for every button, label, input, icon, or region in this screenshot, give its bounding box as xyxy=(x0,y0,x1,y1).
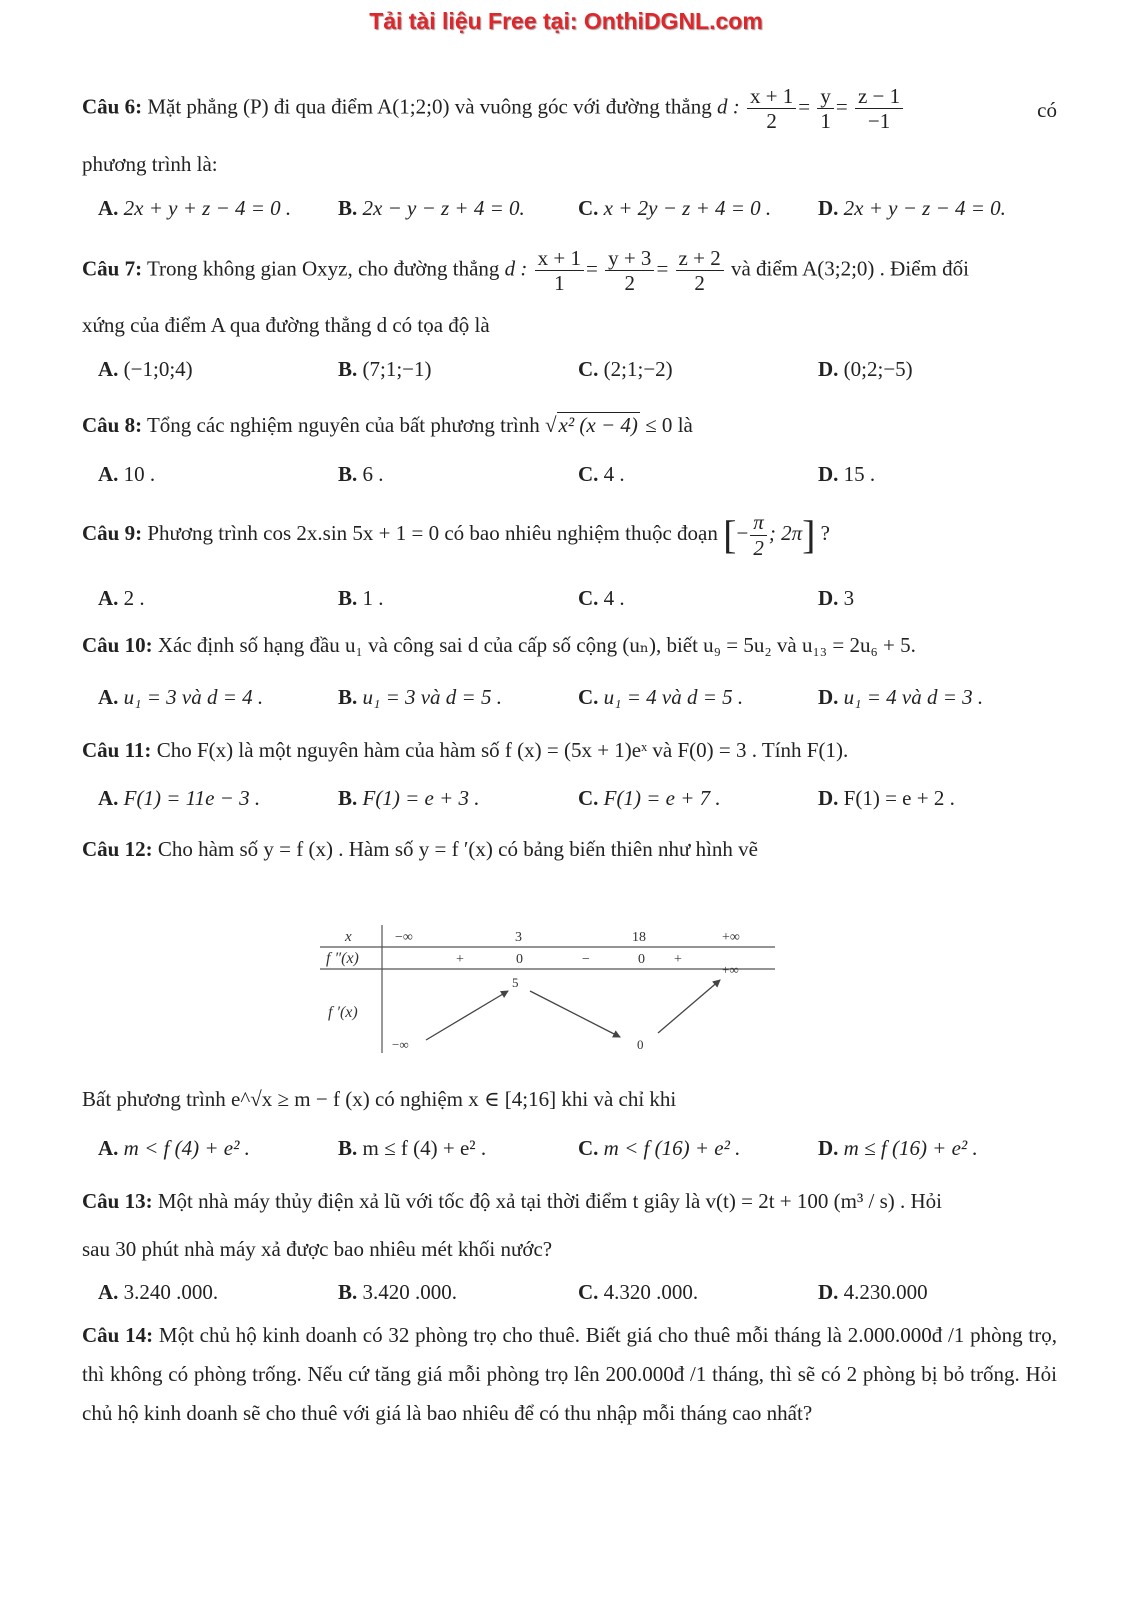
question-8-number: Câu 8: xyxy=(82,413,143,437)
question-6-option-a[interactable]: A. 2x + y + z − 4 = 0 . xyxy=(98,196,292,220)
question-8-options xyxy=(98,462,1058,490)
question-6-options xyxy=(98,196,1058,224)
question-12-option-a[interactable]: A. m < f (4) + e² . xyxy=(98,1136,250,1160)
question-6-frac-3 xyxy=(855,84,903,133)
question-9-pi-num: π xyxy=(750,510,767,535)
question-9-text: Phương trình cos 2x.sin 5x + 1 = 0 có bao nhiêu nghiệm thuộc đoạn xyxy=(147,520,718,545)
question-6-frac-2-num: y xyxy=(817,84,834,109)
question-10-option-c[interactable]: C. u₁ = 4 và d = 5 . xyxy=(578,685,744,709)
question-7-number: Câu 7: xyxy=(82,256,143,281)
question-13-number: Câu 13: xyxy=(82,1189,153,1213)
vt-d2-val-4: + xyxy=(674,952,682,967)
question-13-options xyxy=(98,1280,1058,1308)
question-7-line-d: d : xyxy=(504,256,528,281)
vt-d2-label: f ″(x) xyxy=(326,950,359,967)
question-6-tail: có xyxy=(1037,98,1057,122)
question-9-option-a[interactable]: A. 2 . xyxy=(98,586,145,610)
vt-arrow-down xyxy=(530,991,620,1037)
question-6: Câu 6: Mặt phẳng (P) đi qua điểm A(1;2;0) và vuông góc với đường thẳng d : $\frac{x + 1}{2}$ = $\frac{y}{1}$ = $\frac{z - 1}{-1}$ có xyxy=(82,84,1057,134)
question-6-option-b[interactable]: B. 2x − y − z + 4 = 0. xyxy=(338,196,525,220)
question-8-option-d[interactable]: D. 15 . xyxy=(818,462,876,486)
question-7-frac-2-den: 2 xyxy=(624,271,636,296)
question-8 xyxy=(82,412,1057,438)
question-8-sqrt-inner: x² (x − 4) xyxy=(558,413,638,437)
question-9-option-b[interactable]: B. 1 . xyxy=(338,586,384,610)
question-13-option-b[interactable]: B. 3.420 .000. xyxy=(338,1280,458,1304)
question-6-text: Mặt phẳng (P) đi qua điểm A(1;2;0) và vuông góc với đường thẳng xyxy=(147,94,712,119)
question-6-frac-1-num: x + 1 xyxy=(747,84,796,109)
question-13-line-2: sau 30 phút nhà máy xả được bao nhiêu mét khối nước? xyxy=(82,1237,553,1261)
question-8-option-a[interactable]: A. 10 . xyxy=(98,462,156,486)
question-8-ineq: ≤ 0 xyxy=(645,413,673,437)
question-7-line-2: xứng của điểm A qua đường thẳng d có tọa độ là xyxy=(82,313,490,337)
vt-x-val-0: −∞ xyxy=(395,930,413,945)
vt-arrow-up-1 xyxy=(426,991,508,1040)
question-10-option-b[interactable]: B. u₁ = 3 và d = 5 . xyxy=(338,685,502,709)
question-7-frac-1-num: x + 1 xyxy=(535,246,584,271)
question-9-pi-frac xyxy=(750,510,767,559)
question-13 xyxy=(82,1188,1057,1214)
question-10-options xyxy=(98,685,1058,713)
question-6-number: Câu 6: xyxy=(82,94,143,119)
question-6-frac-3-num: z − 1 xyxy=(855,84,903,109)
question-13-option-c[interactable]: C. 4.320 .000. xyxy=(578,1280,699,1304)
question-7-frac-1-den: 1 xyxy=(554,271,565,296)
question-7-option-c[interactable]: C. (2;1;−2) xyxy=(578,357,673,381)
question-9-rest: ; 2π xyxy=(768,520,803,545)
question-10-text: Xác định số hạng đầu u₁ và công sai d của cấp số cộng (uₙ), biết u₉ = 5u₂ và u₁₃ = 2u₆ + 5. xyxy=(157,633,916,657)
vt-x-label: x xyxy=(345,929,352,945)
question-7-option-a[interactable]: A. (−1;0;4) xyxy=(98,357,193,381)
question-9-option-c[interactable]: C. 4 . xyxy=(578,586,625,610)
question-13-option-a[interactable]: A. 3.240 .000. xyxy=(98,1280,219,1304)
question-11 xyxy=(82,737,1057,763)
question-9-number: Câu 9: xyxy=(82,520,143,545)
site-header-banner[interactable]: Tải tài liệu Free tại: OnthiDGNL.com xyxy=(369,8,763,34)
question-7-option-b[interactable]: B. (7;1;−1) xyxy=(338,357,432,381)
question-6-option-c[interactable]: C. x + 2y − z + 4 = 0 . xyxy=(578,196,772,220)
vt-d1-val-2: 0 xyxy=(637,1037,644,1052)
question-11-number: Câu 11: xyxy=(82,738,152,762)
question-6-frac-1-den: 2 xyxy=(766,109,777,134)
question-14-number: Câu 14: xyxy=(82,1323,154,1347)
question-9-options xyxy=(98,586,1058,614)
vt-d1-val-1: 5 xyxy=(512,975,519,990)
question-12-text: Cho hàm số y = f (x) . Hàm số y = f ′(x) có bảng biến thiên như hình vẽ xyxy=(157,837,758,861)
question-7-frac-3 xyxy=(676,246,724,295)
question-6-line-2: phương trình là: xyxy=(82,152,218,176)
question-12 xyxy=(82,836,1057,862)
question-7-frac-2 xyxy=(605,246,654,295)
question-11-option-b[interactable]: B. F(1) = e + 3 . xyxy=(338,786,480,810)
vt-x-val-2: 18 xyxy=(632,930,646,945)
vt-arrow-up-2 xyxy=(658,980,720,1033)
question-10-option-d[interactable]: D. u₁ = 4 và d = 3 . xyxy=(818,685,984,709)
vt-d2-val-2: − xyxy=(582,952,590,967)
question-8-text: Tổng các nghiệm nguyên của bất phương trình xyxy=(146,413,540,437)
question-13-option-d[interactable]: D. 4.230.000 xyxy=(818,1280,928,1304)
question-9-option-d[interactable]: D. 3 xyxy=(818,586,855,610)
question-12-option-d[interactable]: D. m ≤ f (16) + e² . xyxy=(818,1136,978,1160)
question-8-tail: là xyxy=(677,413,693,437)
vt-d1-val-0: −∞ xyxy=(392,1037,409,1052)
vt-d2-val-1: 0 xyxy=(516,952,523,967)
question-7-options xyxy=(98,357,1058,385)
vt-d1-label: f ′(x) xyxy=(328,1004,358,1021)
question-10-number: Câu 10: xyxy=(82,633,153,657)
question-12-prompt: Bất phương trình e^√x ≥ m − f (x) có nghiệm x ∈ [4;16] khi và chỉ khi xyxy=(82,1087,677,1111)
vt-d1-val-3: +∞ xyxy=(722,962,739,977)
vt-d2-val-0: + xyxy=(456,952,464,967)
question-11-text: Cho F(x) là một nguyên hàm của hàm số f (x) = (5x + 1)eˣ và F(0) = 3 . Tính F(1). xyxy=(156,738,849,762)
question-6-frac-2-den: 1 xyxy=(820,109,831,134)
question-6-frac-3-den: −1 xyxy=(867,109,891,134)
question-9-minus: − xyxy=(736,520,749,545)
question-10 xyxy=(82,632,1057,658)
question-8-option-c[interactable]: C. 4 . xyxy=(578,462,625,486)
question-9-bracket-left: [ xyxy=(723,512,737,557)
question-9-tail: ? xyxy=(820,520,830,545)
question-11-option-d[interactable]: D. F(1) = e + 2 . xyxy=(818,786,955,810)
vt-d2-val-3: 0 xyxy=(638,952,645,967)
question-7-frac-1 xyxy=(535,246,584,295)
sqrt-sign: √ xyxy=(545,413,557,437)
question-12-options xyxy=(98,1136,1058,1164)
variation-table xyxy=(320,925,780,1065)
question-14-text: Một chủ hộ kinh doanh có 32 phòng trọ cho thuê. Biết giá cho thuê mỗi tháng là 2.000.000đ /1 phòng trọ, thì không có phòng trống. Nếu cứ tăng giá mỗi phòng trọ lên 200.000đ /1 tháng, thì sẽ có 2 phòng bị bỏ trống. Hỏi chủ hộ kinh doanh sẽ cho thuê với giá là bao nhiêu để có thu nhập mỗi tháng cao nhất? xyxy=(82,1323,1058,1425)
question-9 xyxy=(82,510,1057,560)
question-7: Câu 7: Trong không gian Oxyz, cho đường thẳng d : $\frac{x + 1}{1}$ = $\frac{y + 3}{2}$ = $\frac{z + 2}{2}$ và điểm A(3;2;0) . Điểm đối xyxy=(82,246,969,296)
question-8-option-b[interactable]: B. 6 . xyxy=(338,462,384,486)
question-11-options xyxy=(98,786,1058,814)
question-7-frac-3-den: 2 xyxy=(694,271,705,296)
question-7-frac-2-num: y + 3 xyxy=(605,246,654,271)
question-11-option-c[interactable]: C. F(1) = e + 7 . xyxy=(578,786,721,810)
question-12-number: Câu 12: xyxy=(82,837,153,861)
vt-x-val-3: +∞ xyxy=(722,930,740,945)
vt-x-val-1: 3 xyxy=(515,930,522,945)
question-6-option-d[interactable]: D. 2x + y − z − 4 = 0. xyxy=(818,196,1006,220)
question-10-option-a[interactable]: A. u₁ = 3 và d = 4 . xyxy=(98,685,264,709)
question-12-option-c[interactable]: C. m < f (16) + e² . xyxy=(578,1136,741,1160)
question-12-option-b[interactable]: B. m ≤ f (4) + e² . xyxy=(338,1136,487,1160)
question-7-option-d[interactable]: D. (0;2;−5) xyxy=(818,357,913,381)
question-7-text: Trong không gian Oxyz, cho đường thẳng xyxy=(146,256,500,281)
question-6-line-d: d : xyxy=(716,94,740,119)
question-6-frac-1 xyxy=(747,84,796,133)
question-7-tail: và điểm A(3;2;0) . Điểm đối xyxy=(730,256,969,281)
question-9-pi-den: 2 xyxy=(753,535,764,560)
question-11-option-a[interactable]: A. F(1) = 11e − 3 . xyxy=(98,786,261,810)
question-6-frac-2 xyxy=(817,84,834,133)
question-7-frac-3-num: z + 2 xyxy=(676,246,724,271)
question-13-text: Một nhà máy thủy điện xả lũ với tốc độ xả tại thời điểm t giây là v(t) = 2t + 100 (m³ / s) . Hỏi xyxy=(157,1189,943,1213)
question-14 xyxy=(82,1316,1057,1433)
question-9-bracket-right: ] xyxy=(802,512,816,557)
